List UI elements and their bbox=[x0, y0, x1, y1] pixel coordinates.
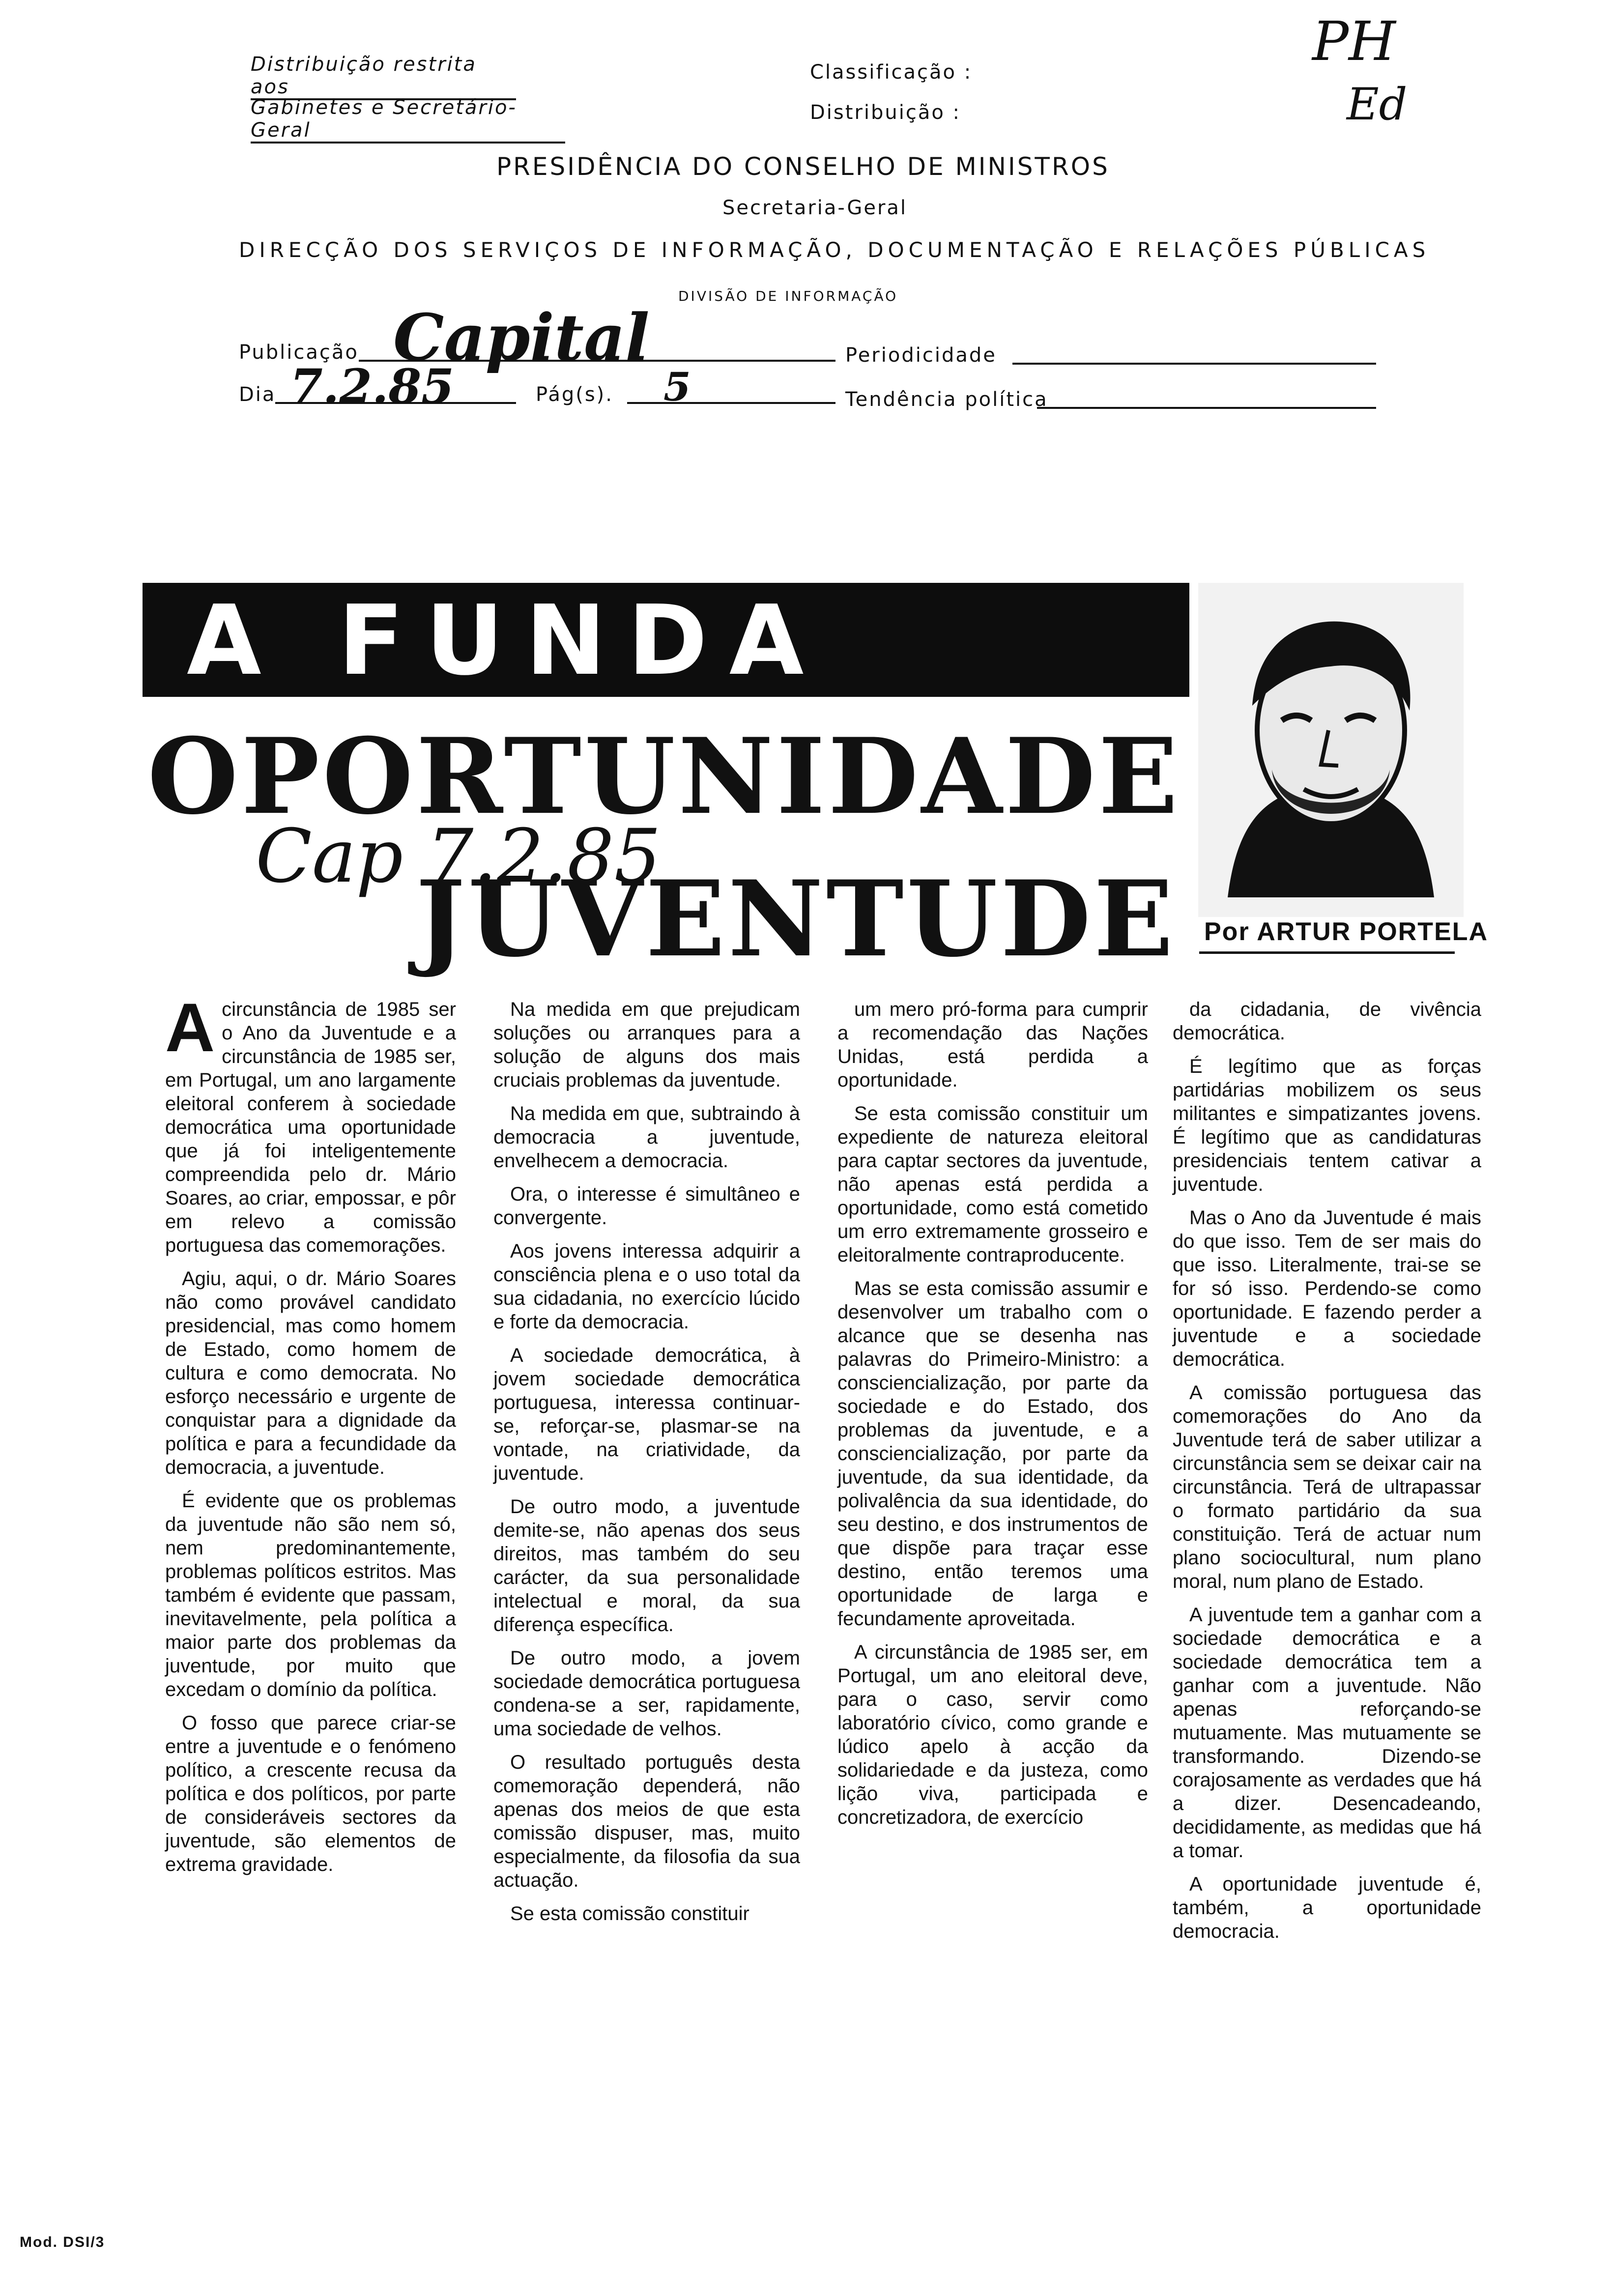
headline-line2: OPORTUNIDADE bbox=[147, 715, 1181, 837]
publication-value: Capital bbox=[393, 300, 650, 375]
paragraph: A circunstância de 1985 ser, em Portugal, um ano eleitoral deve, para o caso, servir como laboratório cívico, como grande e lúdico apelo à acção da solidariedade e da justeza, como lição viva, participada e concretizadora, de exercício bbox=[837, 1641, 1148, 1828]
organization-title: PRESIDÊNCIA DO CONSELHO DE MINISTROS bbox=[496, 152, 1110, 181]
political-tendency-label: Tendência política bbox=[845, 388, 1048, 411]
day-label: Dia bbox=[239, 383, 276, 406]
classification-label: Classificação : bbox=[810, 61, 973, 84]
paragraph: Aos jovens interessa adquirir a consciência plena e o uso total da sua cidadania, no exercício lúcido e forte da democracia. bbox=[493, 1240, 800, 1333]
headline-line3: JUVENTUDE bbox=[416, 858, 1177, 980]
paragraph: É legítimo que as forças partidárias mobilizem os seus militantes e simpatizantes jovens. É legítimo que as candidaturas presidenciais tentem cativar a juventude. bbox=[1173, 1056, 1481, 1195]
author-photo bbox=[1198, 583, 1464, 917]
paragraph: Se esta comissão constituir um expediente de natureza eleitoral para captar sectores da juventude, não apenas está perdida a oportunidade, como está cometido um erro extremamente grosseiro e eleitoralmente contraproducente. bbox=[837, 1103, 1148, 1266]
paragraph: da cidadania, de vivência democrática. bbox=[1173, 999, 1481, 1044]
paragraph: Mas se esta comissão assumir e desenvolver um trabalho com o alcance que se desenha nas palavras do Primeiro-Ministro: a consciencialização, por parte da sociedade e do Estado, dos problemas da juventude, e a consciencialização, por parte da juventude, da sua identidade, da polivalência da sua identidade, do seu destino, e dos instrumentos de que dispõe para traçar esse destino, então teremos uma oportunidade de larga e fecundamente aproveitada. bbox=[837, 1278, 1148, 1630]
byline-rule bbox=[1199, 951, 1455, 954]
author-portrait-image bbox=[1198, 583, 1464, 917]
political-tendency-underline bbox=[1037, 407, 1376, 409]
paragraph: O resultado português desta comemoração dependerá, não apenas dos meios de que esta comissão dispuser, mas, muito especialmente, da filosofia da sua actuação. bbox=[493, 1751, 800, 1891]
paragraph: A oportunidade juventude é, também, a oportunidade democracia. bbox=[1173, 1873, 1481, 1942]
periodicity-label: Periodicidade bbox=[845, 344, 997, 367]
directorate-title: DIRECÇÃO DOS SERVIÇOS DE INFORMAÇÃO, DOCUMENTAÇÃO E RELAÇÕES PÚBLICAS bbox=[239, 238, 1430, 262]
handwritten-corner-mark: PH bbox=[1312, 10, 1396, 73]
paragraph: Na medida em que prejudicam soluções ou arranques para a solução de alguns dos mais cruciais problemas da juventude. bbox=[493, 999, 800, 1091]
headline-line1: A FUNDA bbox=[187, 585, 826, 697]
article-column-3 bbox=[837, 998, 1148, 1839]
paragraph: Ora, o interesse é simultâneo e convergente. bbox=[493, 1183, 800, 1229]
paragraph: Acircunstância de 1985 ser o Ano da Juventude e a circunstância de 1985 ser, em Portugal, um ano largamente eleitoral conferem à sociedade democrática uma oportunidade que já foi inteligentemente compreendida pelo dr. Mário Soares, ao criar, empossar, e pôr em relevo a comissão portuguesa das comemorações. bbox=[165, 989, 456, 1256]
paragraph: De outro modo, a jovem sociedade democrática portuguesa condena-se a ser, rapidamente, uma sociedade de velhos. bbox=[493, 1647, 800, 1740]
paragraph: A comissão portuguesa das comemorações do Ano da Juventude terá de saber utilizar a circunstância sem se deixar cair na circunstância. Terá de ultrapassar o formato partidário da sua constituição. Terá de actuar num plano sociocultural, num plano moral, num plano de Estado. bbox=[1173, 1382, 1481, 1592]
paragraph: O fosso que parece criar-se entre a juventude e o fenómeno político, a crescente recusa da política e dos políticos, por parte de consideráveis sectores da juventude, são elementos de extrema gravidade. bbox=[165, 1712, 456, 1875]
article-column-4 bbox=[1173, 998, 1481, 1953]
periodicity-underline bbox=[1012, 363, 1376, 365]
headline-banner bbox=[143, 583, 1189, 697]
division-title: DIVISÃO DE INFORMAÇÃO bbox=[678, 288, 898, 304]
distribution-label: Distribuição : bbox=[810, 101, 961, 124]
paragraph: A sociedade democrática, à jovem sociedade democrática portuguesa, interessa continuar-se, reforçar-se, plasmar-se na vontade, na criatividade, da juventude. bbox=[493, 1345, 800, 1484]
publication-label: Publicação bbox=[239, 341, 359, 364]
pages-underline bbox=[627, 402, 835, 404]
secretariat-title: Secretaria-Geral bbox=[722, 197, 908, 219]
paragraph: Se esta comissão constituir bbox=[510, 1903, 749, 1924]
paragraph: É evidente que os problemas da juventude não são nem só, nem predominantemente, problemas políticos estritos. Mas também é evidente que passam, inevitavelmente, pela política a maior parte dos problemas da juventude, por muito que excedam o domínio da política. bbox=[165, 1490, 456, 1700]
paragraph: A juventude tem a ganhar com a sociedade democrática e a sociedade democrática tem a ganhar com a juventude. Não apenas reforçando-se mutuamente. Mas mutuamente se transformando. Dizendo-se corajosamente as verdades que há a dizer. Desencadeando, decididamente, as medidas que há a tomar. bbox=[1173, 1604, 1481, 1862]
article-column-1 bbox=[165, 989, 456, 1886]
paragraph: Na medida em que, subtraindo à democracia a juventude, envelhecem a democracia. bbox=[493, 1103, 800, 1172]
handwritten-corner-initials: Ed bbox=[1347, 79, 1408, 130]
handwritten-date-note: Cap 7.2.85 bbox=[256, 814, 661, 899]
distribution-restriction-line1: Distribuição restrita aos bbox=[251, 53, 516, 100]
paragraph: Mas o Ano da Juventude é mais do que isso. Tem de ser mais do que isso. Literalmente, trai-se se for só isso. Perdendo-se como oportunidade. E fazendo perder a juventude e a sociedade democrática. bbox=[1173, 1207, 1481, 1370]
article-column-2 bbox=[493, 998, 800, 1935]
distribution-restriction-line2: Gabinetes e Secretário-Geral bbox=[251, 96, 565, 144]
byline: Por ARTUR PORTELA bbox=[1204, 918, 1489, 946]
paragraph: um mero pró-forma para cumprir a recomendação das Nações Unidas, está perdida a oportunidade. bbox=[837, 999, 1148, 1091]
form-code: Mod. DSI/3 bbox=[20, 2234, 105, 2250]
paragraph: De outro modo, a juventude demite-se, não apenas dos seus direitos, mas também do seu carácter, da sua personalidade intelectual e moral, da sua diferença específica. bbox=[493, 1496, 800, 1636]
day-value: 7.2.85 bbox=[290, 359, 455, 414]
pages-label: Pág(s). bbox=[536, 383, 613, 406]
pages-value: 5 bbox=[663, 364, 691, 410]
paragraph: Agiu, aqui, o dr. Mário Soares não como provável candidato presidencial, mas como homem de Estado, como homem de cultura e como democrata. No esforço necessário e urgente de conquistar para a dignidade da política e para a fecundidade da democracia, a juventude. bbox=[165, 1268, 456, 1478]
